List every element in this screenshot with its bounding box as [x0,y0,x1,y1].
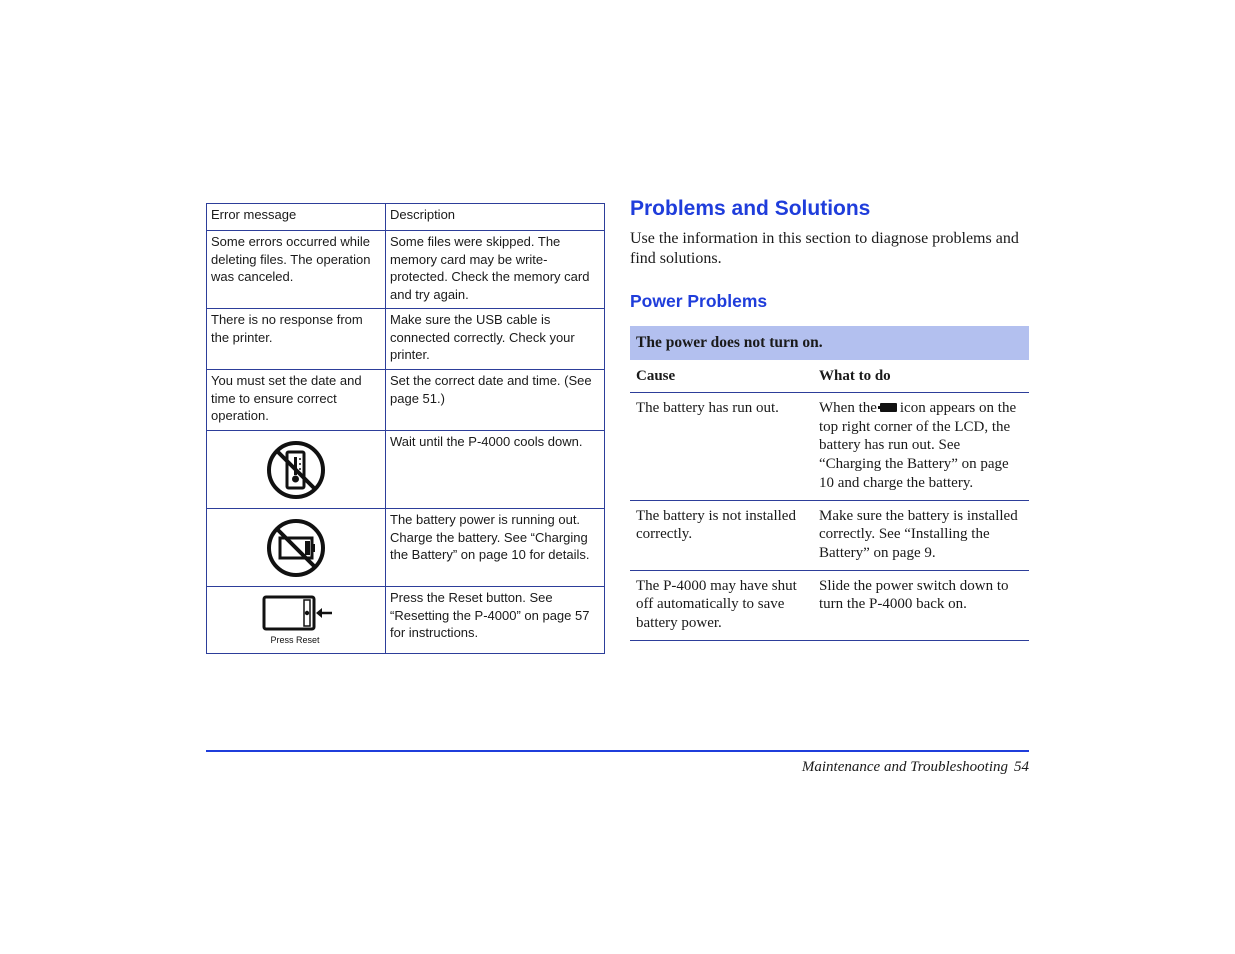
column-header-description: Description [386,204,605,231]
page-number: 54 [1014,759,1029,775]
description-cell: Some files were skipped. The memory card may be write-protected. Check the memory card and try again. [386,231,605,309]
page-footer [802,759,1029,776]
footer-chapter: Maintenance and Troubleshooting [801,759,1008,775]
press-reset-caption: Press Reset [270,635,320,645]
solution-cell: Slide the power switch down to turn the P-4000 back on. [813,570,1029,640]
table-row [207,431,605,509]
error-icon-cell [207,587,386,654]
solution-cell [813,393,1029,501]
problem-banner: The power does not turn on. [630,326,1029,360]
problems-section [630,195,1029,641]
table-row [207,509,605,587]
solution-cell: Make sure the battery is installed correctly. See “Installing the Battery” on page 9. [813,500,1029,570]
error-message-cell: You must set the date and time to ensure correct operation. [207,370,386,431]
column-header-error-message: Error message [207,204,386,231]
description-cell: Press the Reset button. See “Resetting the P-4000” on page 57 for instructions. [386,587,605,654]
section-title: Problems and Solutions [630,197,871,220]
description-cell: Set the correct date and time. (See page 51.) [386,370,605,431]
error-message-table [206,203,605,654]
cause-cell: The battery is not installed correctly. [630,500,813,570]
no-heat-thermometer-icon [265,439,327,501]
solution-text-start: When the [819,400,877,416]
table-row [207,309,605,370]
section-intro: Use the information in this section to diagnose problems and find solutions. [630,230,1019,267]
no-battery-icon [265,517,327,579]
solution-text-end: icon appears on the top right corner of the LCD, the battery has run out. See “Charging the Battery” on page 10 and charge the battery. [819,400,1017,491]
table-row [630,393,1029,501]
description-cell: The battery power is running out. Charge the battery. See “Charging the Battery” on page 10 for details. [386,509,605,587]
table-row [207,370,605,431]
error-icon-cell [207,431,386,509]
press-reset-icon [256,593,336,647]
footer-rule [206,750,1029,752]
table-header-row [207,204,605,231]
subsection-title: Power Problems [630,291,768,311]
cause-cell: The P-4000 may have shut off automatically to save battery power. [630,570,813,640]
column-header-cause: Cause [630,360,813,393]
description-cell: Make sure the USB cable is connected correctly. Check your printer. [386,309,605,370]
error-message-cell: Some errors occurred while deleting files. The operation was canceled. [207,231,386,309]
error-message-cell: There is no response from the printer. [207,309,386,370]
table-row [207,587,605,654]
description-cell: Wait until the P-4000 cools down. [386,431,605,509]
cause-cell: The battery has run out. [630,393,813,501]
solutions-table [630,360,1029,641]
table-header-row [630,360,1029,393]
table-row [207,231,605,309]
table-row [630,570,1029,640]
table-row [630,500,1029,570]
error-icon-cell [207,509,386,587]
battery-empty-icon [880,403,897,412]
column-header-what-to-do: What to do [813,360,1029,393]
